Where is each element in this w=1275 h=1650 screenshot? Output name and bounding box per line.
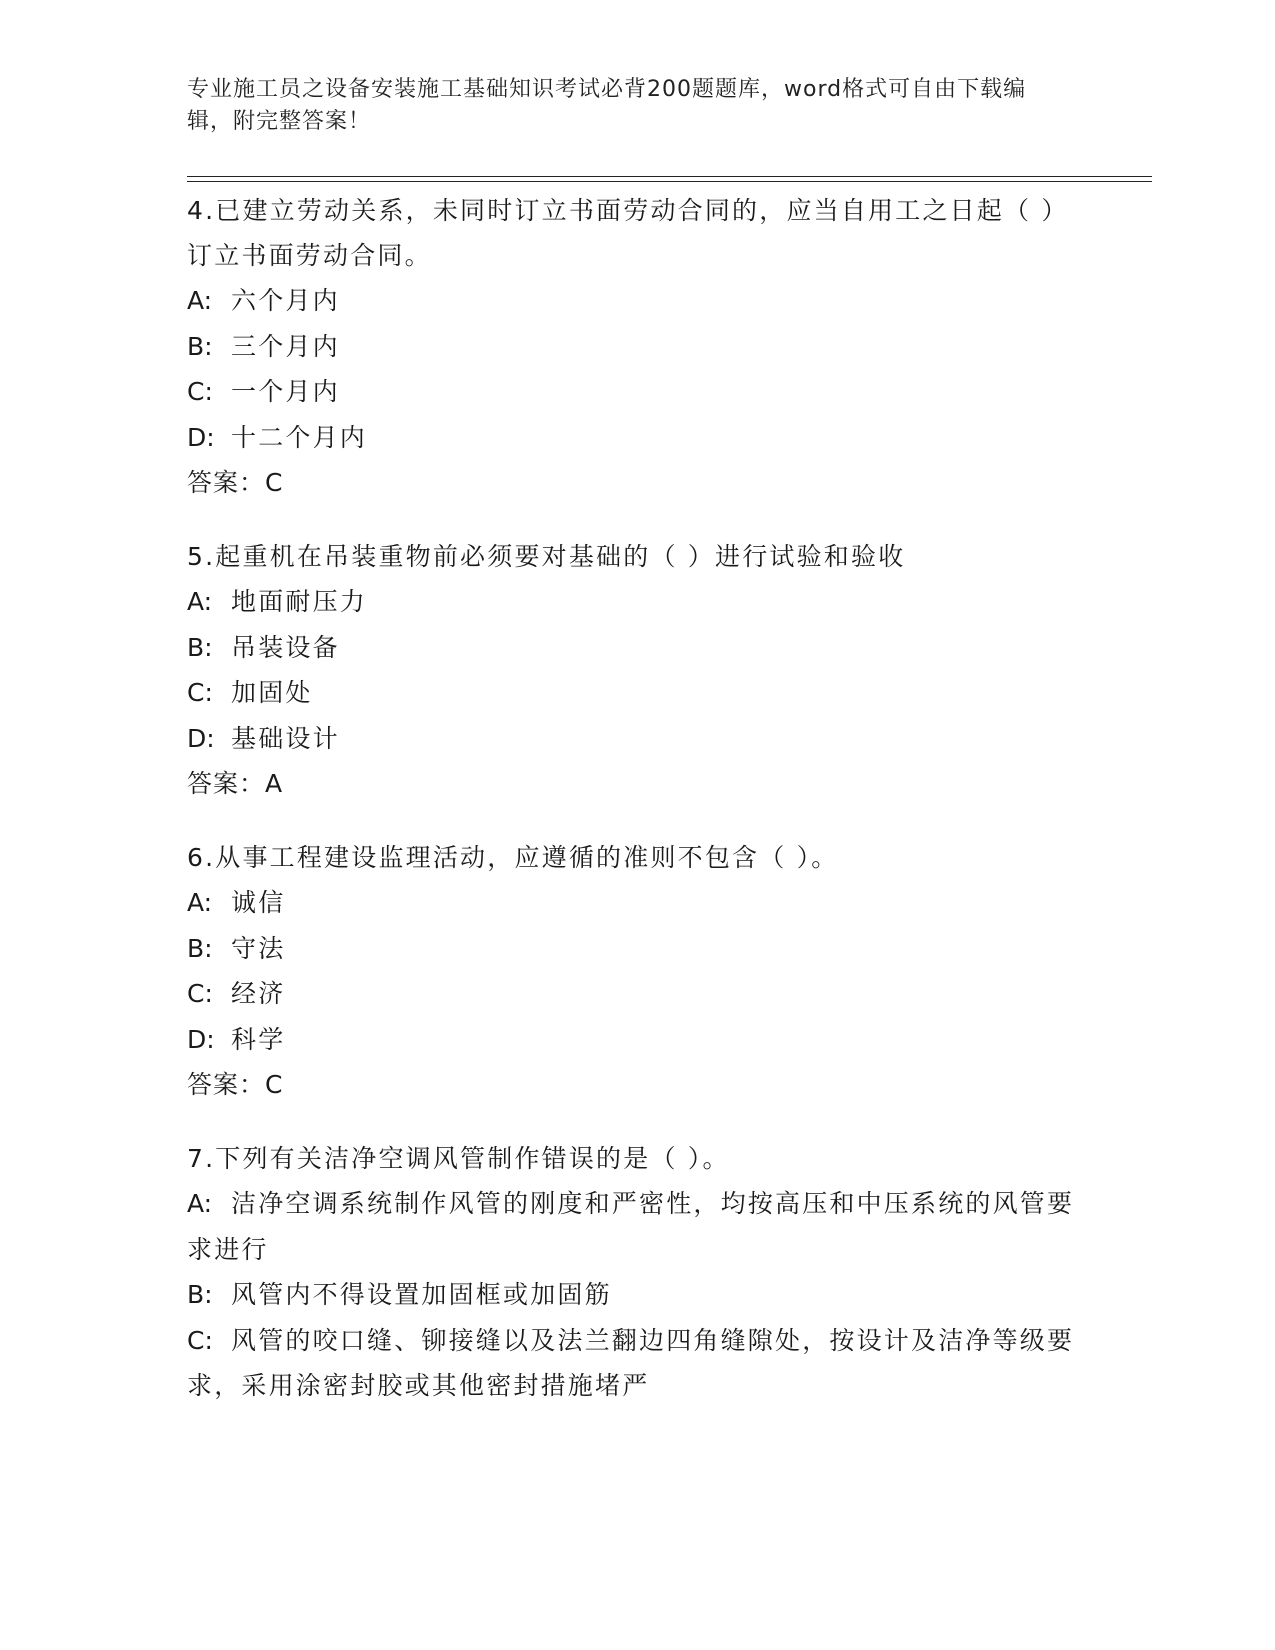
option-c [187, 1318, 1077, 1409]
option-label: B: [187, 331, 213, 361]
option-a [187, 579, 1077, 625]
option-text: 诚信 [231, 888, 286, 917]
answer-line: 答案：C [187, 1070, 284, 1099]
option-a [187, 1181, 1077, 1272]
option-c [187, 971, 1077, 1017]
option-label: D: [187, 723, 215, 753]
option-b [187, 926, 1077, 972]
option-text: 风管内不得设置加固框或加固筋 [231, 1280, 612, 1309]
option-label: C: [187, 678, 213, 707]
option-d [187, 415, 1077, 461]
option-label: A: [187, 1189, 213, 1218]
question-stem: 4.已建立劳动关系，未同时订立书面劳动合同的，应当自用工之日起（ ）订立书面劳动合同。 [187, 196, 1069, 270]
option-label: A: [187, 888, 213, 917]
question-item [187, 188, 1077, 505]
option-b [187, 1272, 1077, 1318]
option-a [187, 880, 1077, 926]
question-item [187, 835, 1077, 1107]
option-label: A: [187, 587, 213, 616]
question-item [187, 1136, 1077, 1409]
option-label: D: [187, 422, 215, 452]
option-label: C: [187, 979, 213, 1008]
question-stem: 6.从事工程建设监理活动，应遵循的准则不包含（ ）。 [187, 843, 839, 872]
option-text: 洁净空调系统制作风管的刚度和严密性，均按高压和中压系统的风管要求进行 [187, 1189, 1075, 1264]
option-label: C: [187, 1325, 213, 1355]
option-d [187, 716, 1077, 762]
option-b [187, 625, 1077, 671]
question-item [187, 534, 1077, 806]
option-label: B: [187, 933, 213, 963]
header-divider [187, 176, 1152, 182]
option-label: C: [187, 377, 213, 406]
option-label: D: [187, 1024, 215, 1054]
option-label: A: [187, 286, 213, 315]
option-c [187, 369, 1077, 415]
question-stem: 5.起重机在吊装重物前必须要对基础的（ ）进行试验和验收 [187, 542, 906, 571]
answer-line: 答案：A [187, 769, 284, 798]
option-text: 守法 [231, 933, 286, 963]
answer-line: 答案：C [187, 468, 284, 497]
option-b [187, 324, 1077, 370]
option-text: 三个月内 [231, 331, 340, 361]
option-label: B: [187, 632, 213, 662]
question-list [187, 188, 1077, 1438]
option-text: 地面耐压力 [231, 587, 368, 616]
option-a [187, 278, 1077, 324]
option-d [187, 1017, 1077, 1063]
option-text: 十二个月内 [231, 422, 368, 452]
option-text: 吊装设备 [231, 632, 340, 662]
option-c [187, 670, 1077, 716]
option-text: 六个月内 [231, 286, 340, 315]
document-header: 专业施工员之设备安装施工基础知识考试必背200题题库，word格式可自由下载编辑，附完整答案！ [187, 77, 1027, 134]
option-label: B: [187, 1280, 213, 1309]
option-text: 科学 [231, 1024, 286, 1054]
option-text: 经济 [231, 979, 286, 1008]
option-text: 基础设计 [231, 723, 340, 753]
option-text: 一个月内 [231, 377, 340, 406]
question-stem: 7.下列有关洁净空调风管制作错误的是（ ）。 [187, 1144, 730, 1173]
option-text: 风管的咬口缝、铆接缝以及法兰翻边四角缝隙处，按设计及洁净等级要求，采用涂密封胶或其他密封措施堵严 [187, 1325, 1075, 1400]
option-text: 加固处 [231, 678, 313, 707]
